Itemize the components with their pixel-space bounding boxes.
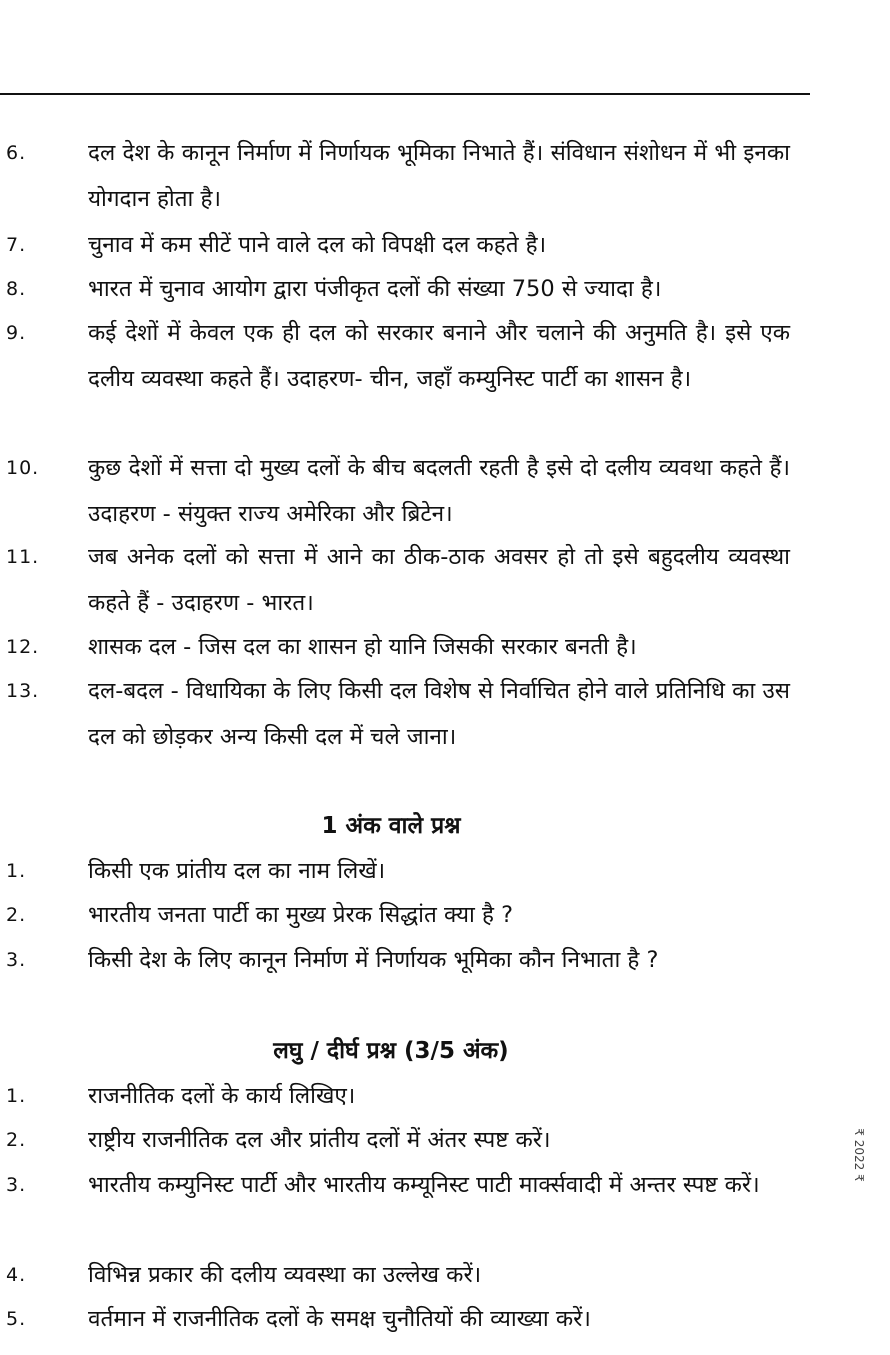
list-item [0, 222, 790, 268]
item-text: दल-बदल - विधायिका के लिए किसी दल विशेष से निर्वाचित होने वाले प्रतिनिधि का उस दल को छोड़कर अन्य किसी दल में चले जाना। [88, 678, 790, 750]
section-heading-one-mark: 1 अंक वाले प्रश्न [321, 813, 461, 839]
item-text: कई देशों में केवल एक ही दल को सरकार बनाने और चलाने की अनुमति है। इसे एक दलीय व्यवस्था कहते हैं। उदाहरण- चीन, जहाँ कम्युनिस्ट पार्टी का शासन है। [88, 320, 790, 392]
question-item [0, 1073, 790, 1119]
question-item [0, 1162, 790, 1208]
list-item [0, 668, 790, 760]
item-text: भारत में चुनाव आयोग द्वारा पंजीकृत दलों की संख्या 750 से ज्यादा है। [88, 276, 662, 302]
item-text: कुछ देशों में सत्ता दो मुख्य दलों के बीच बदलती रहती है इसे दो दलीय व्यवथा कहते हैं। उदाहरण - संयुक्त राज्य अमेरिका और ब्रिटेन। [88, 455, 790, 527]
item-number: 8. [6, 278, 27, 300]
item-number: 13. [6, 680, 40, 702]
list-item [0, 266, 790, 312]
question-number: 2. [6, 1129, 27, 1151]
question-item [0, 1296, 790, 1342]
question-text: किसी एक प्रांतीय दल का नाम लिखें। [88, 858, 386, 884]
question-item [0, 892, 790, 938]
section-heading-long: लघु / दीर्घ प्रश्न (3/5 अंक) [273, 1038, 509, 1064]
item-text: जब अनेक दलों को सत्ता में आने का ठीक-ठाक अवसर हो तो इसे बहुदलीय व्यवस्था कहते हैं - उदाहरण - भारत। [88, 544, 790, 616]
question-number: 3. [6, 1174, 27, 1196]
list-item [0, 445, 790, 537]
item-number: 11. [6, 546, 40, 568]
item-text: दल देश के कानून निर्माण में निर्णायक भूमिका निभाते हैं। संविधान संशोधन में भी इनका योगदान होता है। [88, 140, 790, 212]
question-number: 1. [6, 860, 27, 882]
item-number: 10. [6, 457, 40, 479]
question-item [0, 848, 790, 894]
item-number: 12. [6, 636, 40, 658]
list-item [0, 534, 790, 626]
item-text: चुनाव में कम सीटें पाने वाले दल को विपक्षी दल कहते है। [88, 232, 547, 258]
list-item [0, 624, 790, 670]
question-item [0, 1117, 790, 1163]
margin-stamp-text: ₹ 2022 ₹ [852, 1128, 866, 1182]
question-number: 1. [6, 1085, 27, 1107]
item-number: 9. [6, 322, 27, 344]
question-text: भारतीय कम्युनिस्ट पार्टी और भारतीय कम्यूनिस्ट पाटी मार्क्सवादी में अन्तर स्पष्ट करें। [88, 1172, 760, 1198]
question-text: वर्तमान में राजनीतिक दलों के समक्ष चुनौतियों की व्याख्या करें। [88, 1306, 591, 1332]
item-number: 6. [6, 142, 27, 164]
question-number: 2. [6, 904, 27, 926]
question-text: राजनीतिक दलों के कार्य लिखिए। [88, 1083, 356, 1109]
question-text: किसी देश के लिए कानून निर्माण में निर्णायक भूमिका कौन निभाता है ? [88, 947, 659, 973]
question-text: राष्ट्रीय राजनीतिक दल और प्रांतीय दलों में अंतर स्पष्ट करें। [88, 1127, 551, 1153]
top-rule [0, 93, 810, 95]
list-item [0, 310, 790, 402]
question-number: 3. [6, 949, 27, 971]
question-text: विभिन्न प्रकार की दलीय व्यवस्था का उल्लेख करें। [88, 1262, 482, 1288]
list-item [0, 130, 790, 222]
question-item [0, 937, 790, 983]
item-text: शासक दल - जिस दल का शासन हो यानि जिसकी सरकार बनती है। [88, 634, 637, 660]
question-number: 4. [6, 1264, 27, 1286]
question-number: 5. [6, 1308, 27, 1330]
item-number: 7. [6, 234, 27, 256]
question-item [0, 1252, 790, 1298]
question-text: भारतीय जनता पार्टी का मुख्य प्रेरक सिद्धांत क्या है ? [88, 902, 514, 928]
margin-stamp [848, 1110, 870, 1200]
